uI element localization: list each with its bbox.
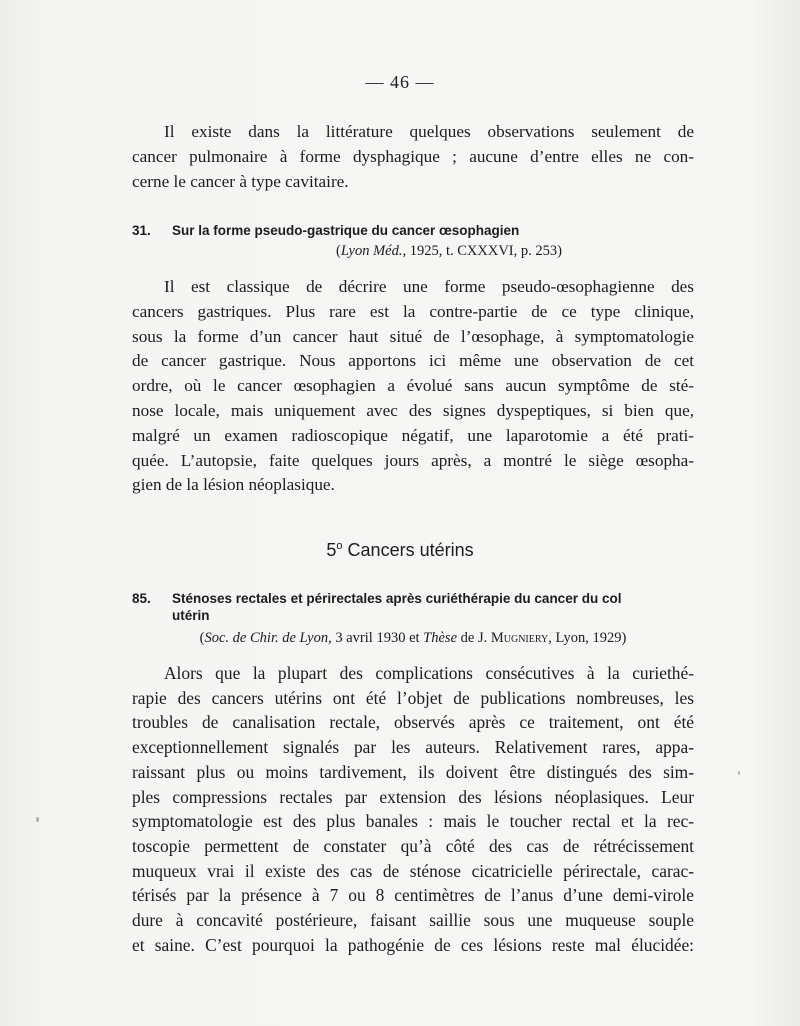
page-number: — 46 — [365, 72, 435, 92]
text-line: de cancer gastrique. Nous apportons ici même une observation de cet [132, 351, 694, 371]
text-line: Il est classique de décrire une forme pseudo-œsophagienne des [164, 277, 694, 296]
text-line: cerne le cancer à type cavitaire. [132, 171, 349, 191]
text-line: cancer pulmonaire à forme dysphagique ; aucune d’entre elles ne con- [132, 146, 694, 166]
text-line: troubles de canalisation rectale, observés après ce traitement, ont été [132, 712, 694, 733]
paragraph-entry-85 [132, 661, 694, 957]
text-line: Alors que la plupart des complications consécutives à la curiethé- [164, 663, 694, 683]
text-line: térisés par la présence à 7 ou 8 centimètres de l’anus d’une demi-virole [132, 885, 694, 906]
text-line: malgré un examen radioscopique négatif, une laparotomie a été prati- [132, 425, 694, 445]
text-line: cancers gastriques. Plus rare est la contre-partie de ce type clinique, [132, 301, 694, 321]
text-line: quée. L’autopsie, faite quelques jours après, a montré le siège œsopha- [132, 450, 694, 470]
reference-author: Mugniery [490, 630, 549, 646]
reference-date: 3 avril 1930 et [331, 630, 424, 646]
text-line: Il existe dans la littérature quelques observations seulement de [164, 122, 694, 141]
section-ordinal: o [336, 540, 343, 552]
entry-85-reference: (Soc. de Chir. de Lyon, 3 avril 1930 et Thèse de J. Mugniery, Lyon, 1929) [199, 630, 627, 646]
paper-speck [738, 771, 740, 775]
paragraph-intro [132, 120, 694, 194]
entry-31-reference: (Lyon Méd., 1925, t. CXXXVI, p. 253) [336, 243, 562, 259]
entry-85-title [132, 590, 694, 624]
text-line: symptomatologie est des plus banales : mais le toucher rectal et la rec- [132, 811, 694, 832]
entry-number: 85. [132, 591, 151, 606]
section-heading [0, 540, 800, 561]
reference-these: Thèse [423, 630, 458, 646]
paragraph-entry-31 [132, 275, 694, 498]
text-line: toscopie permettent de constater qu’à côté des cas de rétrécissement [132, 835, 694, 856]
text-line: muqueux vrai il existe des cas de sténose cicatricielle périrectale, carac- [132, 860, 694, 881]
reference-end: , Lyon, 1929) [548, 630, 627, 646]
text-line: exceptionnellement signalés par les auteurs. Relativement rares, appa- [132, 737, 694, 758]
entry-title-continuation: utérin [172, 608, 210, 623]
text-line: nose locale, mais uniquement avec des signes dyspeptiques, si bien que, [132, 400, 694, 420]
entry-title-text: Sur la forme pseudo-gastrique du cancer œsophagien [172, 223, 520, 238]
reference-details: , 1925, t. CXXXVI, p. 253) [402, 243, 562, 259]
paper-speck [36, 817, 39, 822]
text-line: ples compressions rectales par extension des lésions néoplasiques. Leur [132, 786, 694, 807]
text-line: sous la forme d’un cancer haut situé de l’œsophage, à symptomatologie [132, 326, 694, 346]
entry-number: 31. [132, 223, 151, 238]
text-line: raissant plus ou moins tardivement, ils doivent être distingués des sim- [132, 761, 694, 782]
reference-society: Soc. de Chir. de Lyon, [204, 630, 332, 646]
text-line: gien de la lésion néoplasique. [132, 475, 335, 495]
section-title: Cancers utérins [347, 540, 474, 560]
entry-title-text: Sténoses rectales et périrectales après curiéthérapie du cancer du col [172, 591, 622, 606]
entry-31-title [132, 222, 694, 239]
text-line: et saine. C’est pourquoi la pathogénie de ces lésions reste mal élucidée: [132, 934, 694, 955]
text-line: ordre, où le cancer œsophagien a évolué sans aucun symptôme de sté- [132, 376, 694, 396]
reference-journal: Lyon Méd. [340, 243, 403, 259]
text-line: rapie des cancers utérins ont été l’objet de publications nombreuses, les [132, 687, 694, 708]
section-number: 5 [326, 540, 337, 560]
reference-de: de J. [457, 630, 491, 646]
text-line: dure à concavité postérieure, faisant saillie sous une muqueuse souple [132, 910, 694, 931]
